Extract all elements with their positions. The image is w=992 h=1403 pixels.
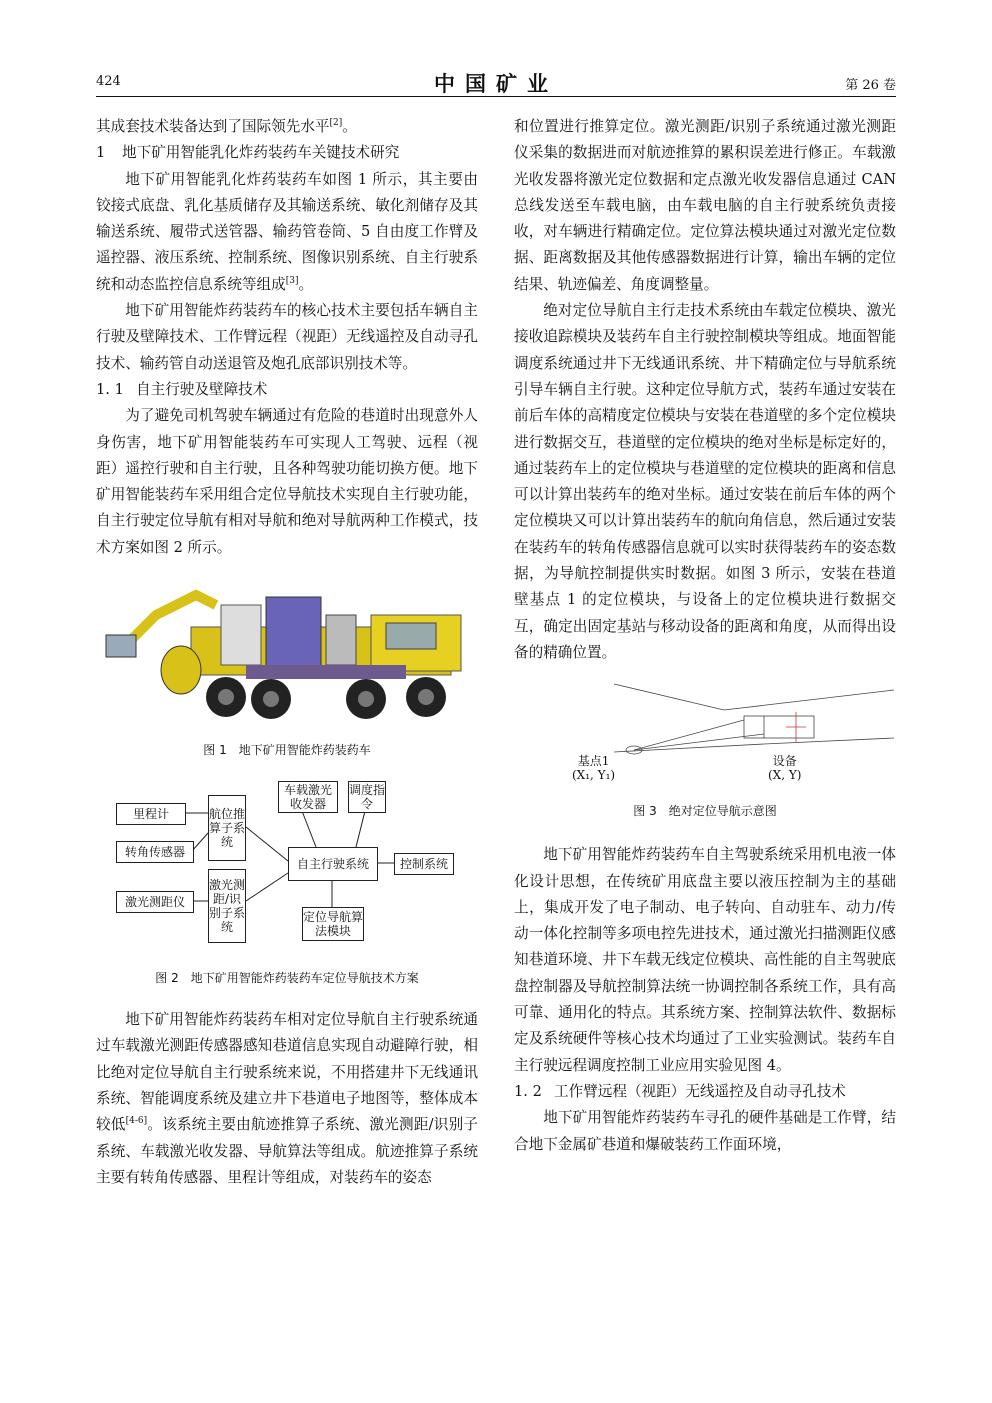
dead-reckoning-box: 航位推算子系统	[208, 795, 246, 861]
figure-3-diagram	[514, 680, 896, 783]
figure-1	[96, 575, 478, 725]
header-rule	[96, 96, 896, 97]
journal-title: 中国矿业	[434, 71, 558, 96]
loader-vehicle-illustration	[96, 575, 478, 725]
section-heading: 1 地下矿用智能乳化炸药装药车关键技术研究	[96, 144, 400, 162]
running-header	[96, 70, 896, 96]
control-system-box: 控制系统	[394, 853, 454, 875]
citation: [3]	[285, 275, 299, 286]
figure-1-caption: 图 1 地下矿用智能炸药装药车	[203, 743, 371, 758]
figure-2-diagram	[96, 777, 478, 947]
angle-sensor-box: 转角传感器	[116, 841, 194, 863]
paragraph: 地下矿用智能乳化炸药装药车如图 1 所示，其主要由铰接式底盘、乳化基质储存及其输送系统、敏化剂储存及其输送系统、履带式送管器、输药管卷筒、5 自由度工作臂及遥控器、液压系统、控制系统、图像识别系统、自主行驶系统和动态监控信息系统等组成[3]。	[96, 170, 478, 293]
vehicle-laser-box: 车载激光收发器	[278, 781, 338, 813]
nav-algorithm-box: 定位导航算法模块	[302, 907, 364, 941]
paragraph: 和位置进行推算定位。激光测距/识别子系统通过激光测距仪采集的数据进而对航迹推算的累积误差进行修正。车载激光收发器将激光定位数据和定点激光收发器信息通过 CAN 总线发送至车载电脑，由车载电脑的自主行驶系统负责接收，对车辆进行精确定位。定位算法模块通过对激光定位数据、距离数据及其他传感器数据进行计算，输出车辆的定位结果、轨迹偏差、角度调整量。	[514, 118, 896, 293]
subsection-heading: 1. 1 自主行驶及壁障技术	[96, 380, 268, 398]
paragraph: 为了避免司机驾驶车辆通过有危险的巷道时出现意外人身伤害，地下矿用智能装药车可实现人工驾驶、远程（视距）遥控行驶和自主行驶，且各种驾驶功能切换方便。地下矿用智能装药车采用组合定位导航技术实现自主行驶功能，自主行驶定位导航有相对导航和绝对导航两种工作模式，技术方案如图 2 所示。	[96, 407, 478, 556]
device-label: 设备 (X, Y)	[768, 754, 802, 783]
figure-2-caption: 图 2 地下矿用智能炸药装药车定位导航技术方案	[155, 971, 419, 986]
autonomous-driving-box: 自主行驶系统	[288, 847, 378, 881]
laser-rangefinder-box: 激光测距仪	[116, 891, 194, 913]
odometer-box: 里程计	[116, 803, 186, 825]
paragraph: 地下矿用智能炸药装药车的核心技术主要包括车辆自主行驶及壁障技术、工作臂远程（视距）无线遥控及自动寻孔技术、输药管自动送退管及炮孔底部识别技术等。	[96, 302, 478, 372]
citation: [2]	[329, 118, 343, 129]
figure-3-caption: 图 3 绝对定位导航示意图	[633, 804, 777, 819]
volume-label: 第 26 卷	[845, 78, 896, 93]
citation: [4-6]	[125, 1116, 148, 1127]
base-point-label: 基点1 (X₁, Y₁)	[572, 754, 616, 783]
paragraph: 地下矿用智能炸药装药车相对定位导航自主行驶系统通过车载激光测距传感器感知巷道信息实现自动避障行驶，相比绝对定位导航自主行驶系统来说，不用搭建井下无线通讯系统、智能调度系统及建立井下巷道电子地图等，整体成本较低[4-6]。该系统主要由航迹推算子系统、激光测距/识别子系统、车载激光收发器、导航算法等组成。航迹推算子系统主要有转角传感器、里程计等组成，对装药车的姿态	[96, 1011, 478, 1186]
page-number: 424	[96, 74, 121, 89]
paragraph: 其成套技术装备达到了国际领先水平[2]。	[96, 118, 357, 135]
subsection-heading: 1. 2 工作臂远程（视距）无线遥控及自动寻孔技术	[514, 1082, 846, 1100]
dispatch-command-box: 调度指令	[349, 783, 386, 812]
laser-subsystem-box: 激光测距/识别子系统	[208, 869, 246, 943]
paragraph: 地下矿用智能炸药装药车自主驾驶系统采用机电液一体化设计思想，在传统矿用底盘主要以液压控制为主的基础上，集成开发了电子制动、电子转向、自动驻车、动力/传动一体化控制等多项电控先进技术，通过激光扫描测距仪感知巷道环境、井下车载无线定位模块、高性能的自主驾驶底盘控制器及导航控制算法统一协调控制各系统工作，具有高可靠、通用化的特点。其系统方案、控制算法软件、数据标定及系统硬件等核心技术均通过了工业实验测试。装药车自主行驶远程调度控制工业应用实验见图 4。	[514, 846, 896, 1074]
paragraph: 地下矿用智能炸药装药车寻孔的硬件基础是工作臂，结合地下金属矿巷道和爆破装药工作面环境，	[514, 1109, 896, 1153]
paragraph: 绝对定位导航自主行走技术系统由车载定位模块、激光接收追踪模块及装药车自主行驶控制模块等组成。地面智能调度系统通过井下无线通讯系统、井下精确定位与导航系统引导车辆自主行驶。这种定位导航方式，装药车通过安装在前后车体的高精度定位模块与安装在巷道壁的多个定位模块进行数据交互，巷道壁的定位模块的绝对坐标是标定好的，通过装药车上的定位模块与巷道壁的定位模块的距离和信息可以计算出装药车的绝对坐标。通过安装在前后车体的两个定位模块又可以计算出装药车的航向角信息，然后通过安装在装药车的转角传感器信息就可以实时获得装药车的姿态数据，为导航控制提供实时数据。如图 3 所示，安装在巷道壁基点 1 的定位模块，与设备上的定位模块进行数据交互，确定出固定基站与移动设备的距离和角度，从而得出设备的精确位置。	[514, 302, 896, 661]
right-column	[514, 114, 896, 1158]
left-column	[96, 114, 478, 1191]
